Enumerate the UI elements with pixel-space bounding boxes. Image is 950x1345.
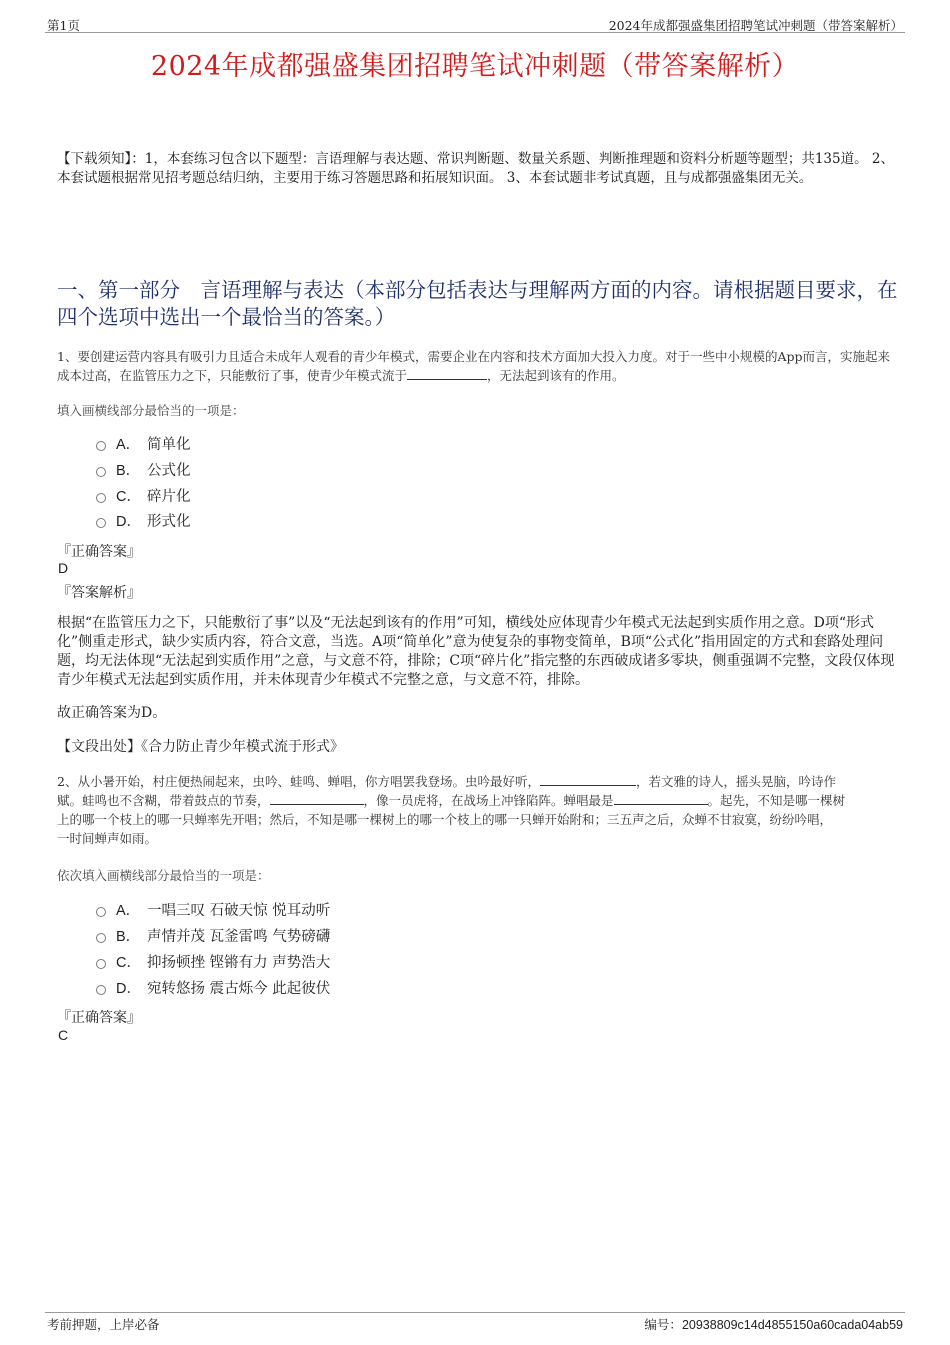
option-text: 宛转悠扬 震古烁今 此起彼伏 <box>147 981 331 997</box>
option-letter: A． <box>116 437 141 453</box>
question-1-stem <box>57 347 902 385</box>
option-letter: A． <box>116 903 141 919</box>
question-2-stem-part: 2、从小暑开始，村庄便热闹起来，虫吟、蛙鸣、蝉唱，你方唱罢我登场。虫吟最好听， <box>57 774 540 789</box>
header-divider <box>45 32 905 33</box>
question-1-stem-part2: ，无法起到该有的作用。 <box>487 368 625 383</box>
option-text: 简单化 <box>147 437 191 453</box>
answer-blank <box>270 792 364 805</box>
option-text: 碎片化 <box>147 489 191 505</box>
footer-code-value: 20938809c14d4855150a60cada04ab59 <box>681 1318 903 1332</box>
question-1-conclusion: 故正确答案为D。 <box>57 705 167 721</box>
question-2-stem-part: 。起先，不知是哪一棵树 <box>707 793 846 808</box>
answer-blank <box>407 367 487 380</box>
question-2-stem-part: 上的哪一个枝上的哪一只蝉率先开唱；然后，不知是哪一棵树上的哪一个枝上的哪一只蝉开始附和；三五声之后，众蝉不甘寂寞，纷纷吟唱， <box>57 812 833 827</box>
page-title: 2024年成都强盛集团招聘笔试冲刺题（带答案解析） <box>150 51 800 82</box>
option-text: 声情并茂 瓦釜雷鸣 气势磅礴 <box>147 929 331 945</box>
question-1-stem-part1: 1、要创建运营内容具有吸引力且适合未成年人观看的青少年模式，需要企业在内容和技术方面加大投入力度。对于一些中小规模的App而言，实施起来成本过高，在监管压力之下，只能敷衍了事，使青少年模式流于 <box>57 349 890 383</box>
option-letter: B． <box>116 929 141 945</box>
footer-slogan: 考前押题，上岸必备 <box>47 1317 160 1332</box>
header-doc-title: 2024年成都强盛集团招聘笔试冲刺题（带答案解析） <box>608 18 903 33</box>
question-2-stem-part: ，若文雅的诗人，摇头晃脑，吟诗作 <box>635 774 836 789</box>
question-2-option-d[interactable] <box>96 979 330 999</box>
page-number: 第1页 <box>47 18 80 33</box>
question-1-analysis-label: 『答案解析』 <box>57 585 141 601</box>
question-2-stem-part: 赋。蛙鸣也不含糊，带着鼓点的节奏， <box>57 793 270 808</box>
option-text: 抑扬顿挫 铿锵有力 声势浩大 <box>147 955 331 971</box>
footer-code-label: 编号： <box>644 1317 682 1332</box>
question-1-option-c[interactable] <box>96 487 191 507</box>
option-letter: B． <box>116 463 141 479</box>
question-1-source: 【文段出处】《合力防止青少年模式流于形式》 <box>57 739 344 755</box>
section-heading: 一、第一部分 言语理解与表达（本部分包括表达与理解两方面的内容。请根据题目要求，在四个选项中选出一个最恰当的答案。） <box>57 278 898 329</box>
question-2-stem-part: 一时间蝉声如雨。 <box>57 831 158 846</box>
footer-divider <box>45 1312 905 1313</box>
option-letter: D． <box>116 514 141 530</box>
question-2-option-c[interactable] <box>96 953 330 973</box>
radio-icon[interactable] <box>96 933 106 943</box>
download-notice: 【下载须知】：1，本套练习包含以下题型：言语理解与表达题、常识判断题、数量关系题、判断推理题和资料分析题等题型；共135道。 2、本套试题根据常见招考题总结归纳，主要用于练习答题思路和拓展知识面。 3、本套试题非考试真题，且与成都强盛集团无关。 <box>57 151 894 186</box>
radio-icon[interactable] <box>96 493 106 503</box>
question-2-answer: C <box>58 1027 69 1043</box>
answer-blank <box>540 773 636 786</box>
question-1-analysis: 根据“在监管压力之下，只能敷衍了事”以及“无法起到该有的作用”可知，横线处应体现青少年模式无法起到实质作用之意。D项“形式化”侧重走形式，缺少实质内容，符合文意，当选。A项“简单化”意为使复杂的事物变简单，B项“公式化”指用固定的方式和套路处理问题，均无法体现“无法起到实质作用”之意，与文意不符，排除；C项“碎片化”指完整的东西破成诸多零块，侧重强调不完整，文段仅体现青少年模式无法起到实质作用，并未体现青少年模式不完整之意，与文意不符，排除。 <box>57 615 895 688</box>
radio-icon[interactable] <box>96 441 106 451</box>
footer-code <box>644 1315 903 1333</box>
option-letter: D． <box>116 981 141 997</box>
question-1-answer: D <box>58 560 69 576</box>
option-letter: C． <box>116 955 141 971</box>
question-1-option-d[interactable] <box>96 512 191 532</box>
question-1-option-b[interactable] <box>96 461 191 481</box>
question-2-stem <box>57 772 902 848</box>
question-2-option-b[interactable] <box>96 927 330 947</box>
option-text: 形式化 <box>147 514 191 530</box>
answer-blank <box>614 792 708 805</box>
option-letter: C． <box>116 489 141 505</box>
radio-icon[interactable] <box>96 959 106 969</box>
radio-icon[interactable] <box>96 518 106 528</box>
question-2-prompt: 依次填入画横线部分最恰当的一项是： <box>57 868 270 883</box>
radio-icon[interactable] <box>96 467 106 477</box>
question-1-answer-label: 『正确答案』 <box>57 544 141 560</box>
option-text: 一唱三叹 石破天惊 悦耳动听 <box>147 903 331 919</box>
question-2-answer-label: 『正确答案』 <box>57 1010 141 1026</box>
question-2-option-a[interactable] <box>96 901 330 921</box>
radio-icon[interactable] <box>96 985 106 995</box>
question-2-stem-part: ，像一员虎将，在战场上冲锋陷阵。蝉唱最是 <box>363 793 614 808</box>
option-text: 公式化 <box>147 463 191 479</box>
question-1-option-a[interactable] <box>96 435 191 455</box>
question-1-prompt: 填入画横线部分最恰当的一项是： <box>57 403 245 418</box>
radio-icon[interactable] <box>96 907 106 917</box>
